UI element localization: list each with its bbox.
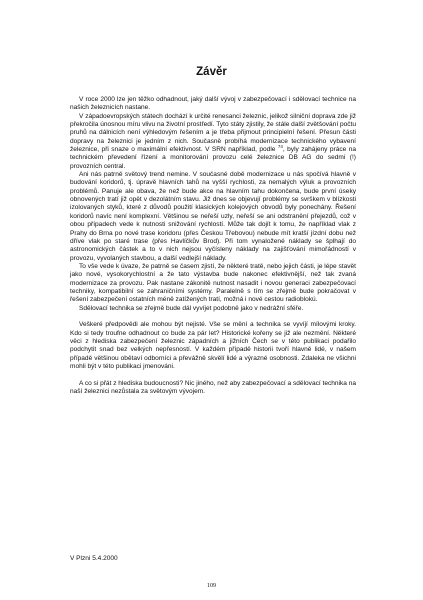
footnote-reference: 74	[277, 143, 283, 149]
paragraph-2-text: V západoevropských státech dochází k určité renesanci železnic, jelikož silniční doprava zde již překročila únosnou míru vlivu na životní prostředí. Tyto státy zjistily, že stále další zvětšování počtu pruhů na dálnicích není výhledovým řešením a je třeba přijmout principielní řešení. Přesun části dopravy na železnici je jedním z nich. Současně probíhá modernizace technického vybavení železnice, při snaze o maximální efektivnost. V SRN například, podle	[70, 112, 356, 154]
page-number: 109	[207, 583, 216, 589]
paragraph-4: To vše vede k úvaze, že patrně se časem zjistí, že některé tratě, nebo jejich části, je lépe stavět jako nové, vysokorychlostní a že tato výstavba bude nakonec efektivnější, než tak zvaná modernizace za provozu. Pak nastane zákonitě nutnost nasadit i novou generaci zabezpečovací techniky, kompatibilní se zahraničními systémy. Paralelně s tím se zřejmě bude pokračovat v řešení zabezpečení ostatních méně zatížených tratí, možná i nové cestou radioblokú.	[70, 262, 356, 304]
paragraph-1: V roce 2000 lze jen těžko odhadnout, jaký další vývoj v zabezpečovací i sdělovací technice na našich železnicích nastane.	[70, 96, 356, 112]
body-text	[70, 96, 356, 396]
paragraph-2-tail: , byly zahájeny práce na technickém převedení řízení a monitorování provozu celé železnice DB AG do sedmi (!) provozních central.	[70, 146, 356, 170]
paragraph-2	[70, 113, 356, 171]
paragraph-3: Ani nás patrně světový trend nemine. V současné době modernizace u nás spočívá hlavně v budování koridorů, tj. úpravě hlavních tahů na vyšší rychlosti, za nemalých výluk a provozních problémů. Panuje ale obava, že než bude akce na hlavním tahu dokončena, bude první úseky obnovených tratí již opět v dezolátním stavu. Již dnes se objevují problémy se svrškem v blízkosti izolovaných styků, které z důvodů použití klasických kolejových obvodů byly ponechány. Řešení koridorů navíc není komplexní. Většinou se neřeší uzly, neřeší se ani odstranění přejezdů, což v obou případech vede k nutnosti snižování rychlostí. Může tak dojít k tomu, že například vlak z Prahy do Brna po nové trase koridoru (přes Českou Třebovou) nebude mít kratší jízdní dobu než dříve vlak po staré trase (přes Havlíčkův Brod). Při tom vynaložené náklady se šplhají do astronomických částek a to v nich nejsou vyčísleny náklady na zajišťování mimořádností v provozu, vyvolaných stavbou, a další vedlejší náklady.	[70, 171, 356, 262]
signature-date: V Plzni 5.4.2000	[70, 555, 118, 562]
paragraph-6: Veškeré předpovědi ale mohou být nejisté. Vše se mění a technika se vyvíjí mílovými kroky. Kdo si tedy troufne odhadnout co bude za pár let? Historické kořeny se již ale nezmění. Některé věci z hlediska zabezpečení železnic západních a jižních Čech se v této publikaci podařilo podchytit snad bez velkých nepřesností. V každém případě historii tvoří hlavně lidé, v našem případě většinou obětaví odborníci a převážně skvělí lidé a výrazné osobnosti. Zdaleka ne všichni mohli být v této publikaci jmenováni.	[70, 321, 356, 370]
page-title: Závěr	[196, 66, 227, 78]
paragraph-7: A co si přát z hlediska budoucnosti? Nic jiného, než aby zabezpečovací a sdělovací technika na naší železnici nezůstala za světovým vývojem.	[70, 379, 356, 396]
paragraph-5: Sdělovací technika se zřejmě bude dál vyvíjet podobně jako v nedrážní sféře.	[79, 304, 304, 312]
